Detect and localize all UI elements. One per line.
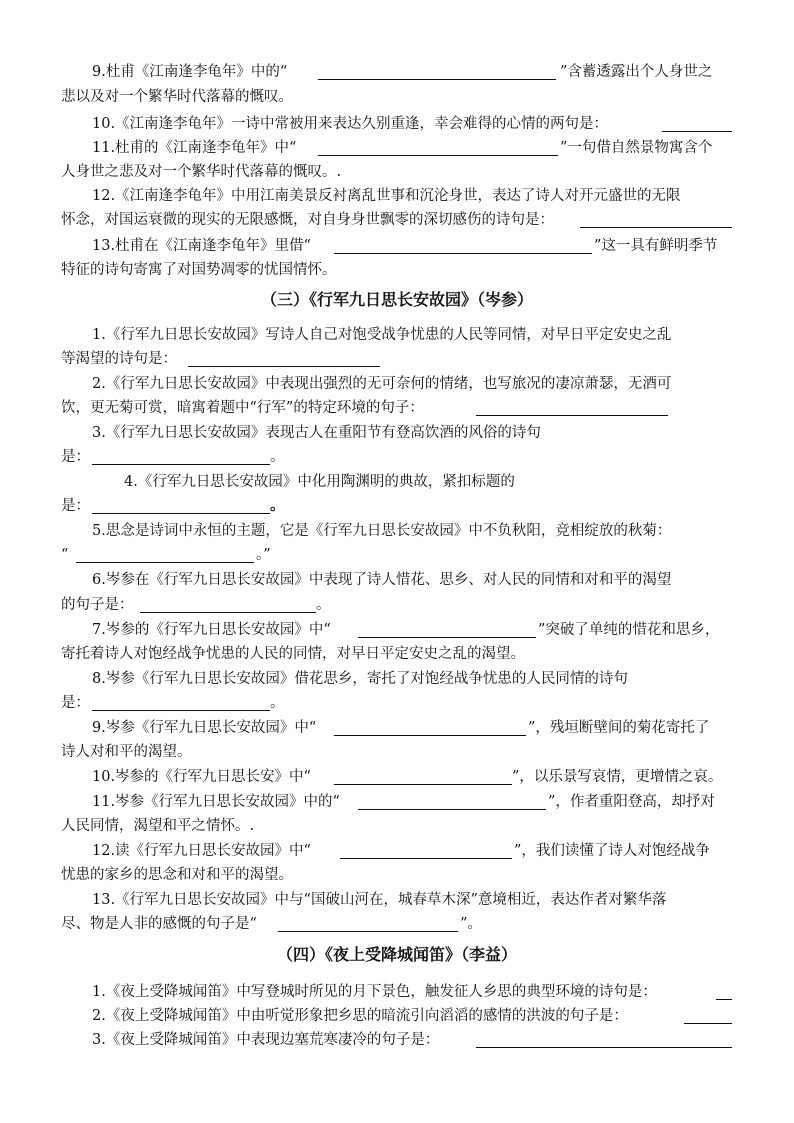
question-text: ”，以乐景写哀情，更增情之哀。	[512, 769, 723, 785]
answer-blank[interactable]	[476, 1032, 732, 1048]
question-2-11	[0, 136, 794, 160]
question-4-3	[0, 1028, 794, 1052]
question-3-8	[0, 667, 794, 691]
question-text: 13.杜甫在《江南逢李龟年》里借“	[92, 238, 311, 254]
answer-blank[interactable]	[580, 212, 732, 228]
question-text: 怀念，对国运衰微的现实的无限感慨，对自身身世飘零的深切感伤的诗句是：	[61, 212, 554, 228]
question-text: 3.《行军九日思长安故园》表现古人在重阳节有登高饮酒的风俗的诗句	[92, 425, 541, 441]
question-text: 寄托着诗人对饱经战争忧患的人民的同情，对早日平定安史之乱的渴望。	[61, 646, 525, 662]
answer-blank[interactable]	[334, 769, 512, 785]
question-3-3	[0, 421, 794, 445]
question-text: 12.读《行军九日思长安故园》中“	[92, 843, 311, 859]
question-3-10	[0, 765, 794, 789]
question-2-10	[0, 112, 794, 136]
question-2-13-cont	[0, 258, 794, 282]
question-text: 。	[270, 695, 285, 711]
question-text: 11.岑参《行军九日思长安故园》中的“	[92, 794, 340, 810]
question-text: 9.岑参《行军九日思长安故园》中“	[92, 720, 317, 736]
answer-blank[interactable]	[476, 400, 668, 416]
question-text: 人身世之悲及对一个繁华时代落幕的慨叹。.	[61, 164, 342, 180]
answer-blank[interactable]	[318, 64, 556, 80]
question-text: 。	[270, 449, 285, 465]
question-3-12-cont	[0, 863, 794, 887]
answer-blank[interactable]	[92, 498, 270, 514]
answer-blank[interactable]	[340, 843, 512, 859]
section-4-heading: （四）《夜上受降城闻笛》（李益）	[276, 945, 517, 964]
question-text: 。”	[256, 547, 271, 563]
question-3-5-cont	[0, 543, 794, 567]
question-text: 2.《行军九日思长安故园》中表现出强烈的无可奈何的情绪，也写旅况的凄凉萧瑟，无酒可	[92, 376, 672, 392]
question-3-4	[0, 470, 794, 494]
question-3-7	[0, 618, 794, 642]
question-3-11	[0, 790, 794, 814]
question-3-7-cont	[0, 642, 794, 666]
question-text: 1.《行军九日思长安故园》写诗人自己对饱受战争忧患的人民等同情，对早日平定安史之乱	[92, 327, 672, 343]
question-text: 诗人对和平的渴望。	[61, 744, 192, 760]
question-text: 10.岑参的《行军九日思长安》中“	[92, 769, 311, 785]
answer-blank[interactable]	[140, 597, 316, 613]
question-text: 悲以及对一个繁华时代落幕的慨叹。	[61, 89, 293, 105]
answer-blank[interactable]	[318, 140, 558, 156]
question-text: 。	[270, 497, 285, 514]
question-text: 是：	[61, 695, 90, 711]
answer-blank[interactable]	[358, 622, 536, 638]
answer-blank[interactable]	[334, 238, 592, 254]
question-2-9-cont	[0, 85, 794, 109]
question-2-12-cont	[0, 208, 794, 232]
question-text: 5.思念是诗词中永恒的主题，它是《行军九日思长安故园》中不负秋阳，竞相绽放的秋菊：	[92, 523, 672, 539]
question-2-9	[0, 60, 794, 84]
answer-blank[interactable]	[76, 547, 254, 563]
question-text: 13.《行军九日思长安故园》中与“国破山河在，城春草木深”意境相近，表达作者对繁华落	[92, 892, 667, 908]
question-text: ”，我们读懂了诗人对饱经战争	[514, 843, 710, 859]
answer-blank[interactable]	[188, 351, 380, 367]
question-text: ”一句借自然景物寓含个	[560, 140, 713, 156]
question-text: 1.《夜上受降城闻笛》中写登城时所见的月下景色，触发征人乡思的典型环境的诗句是：	[92, 984, 657, 1000]
question-3-8-cont	[0, 691, 794, 715]
question-text: “	[61, 547, 69, 563]
answer-blank[interactable]	[92, 695, 270, 711]
question-3-5	[0, 519, 794, 543]
answer-blank[interactable]	[92, 449, 270, 465]
answer-blank[interactable]	[334, 720, 526, 736]
question-3-9	[0, 716, 794, 740]
question-text: 7.岑参的《行军九日思长安故园》中“	[92, 622, 331, 638]
question-3-13	[0, 888, 794, 912]
question-3-1	[0, 323, 794, 347]
question-text: 忧患的家乡的思念和对和平的渴望。	[61, 867, 293, 883]
question-text: ”突破了单纯的惜花和思乡，	[538, 622, 720, 638]
question-text: 11.杜甫的《江南逢李龟年》中“	[92, 140, 297, 156]
question-3-2-cont	[0, 396, 794, 420]
question-text: 的句子是：	[61, 597, 134, 613]
answer-blank[interactable]	[684, 1008, 732, 1024]
question-text: 10.《江南逢李龟年》一诗中常被用来表达久别重逢，幸会难得的心情的两句是：	[92, 116, 609, 132]
answer-blank[interactable]	[358, 794, 546, 810]
answer-blank[interactable]	[716, 984, 732, 1000]
question-3-4-cont	[0, 494, 794, 518]
question-4-2	[0, 1004, 794, 1028]
question-3-11-cont	[0, 814, 794, 838]
question-3-12	[0, 839, 794, 863]
question-text: 4.《行军九日思长安故园》中化用陶渊明的典故，紧扣标题的	[124, 474, 515, 490]
question-3-13-cont	[0, 912, 794, 936]
question-text: ”这一具有鲜明季节	[594, 238, 718, 254]
question-3-6-cont	[0, 593, 794, 617]
question-text: 特征的诗句寄寓了对国势凋零的忧国情怀。	[61, 262, 337, 278]
question-3-9-cont	[0, 740, 794, 764]
question-text: 是：	[61, 498, 90, 514]
question-text: 。	[316, 597, 331, 613]
question-4-1	[0, 980, 794, 1004]
question-2-11-cont	[0, 160, 794, 184]
question-text: ”。	[460, 916, 482, 932]
question-text: 是：	[61, 449, 90, 465]
question-text: 8.岑参《行军九日思长安故园》借花思乡，寄托了对饱经战争忧患的人民同情的诗句	[92, 671, 628, 687]
section-3-heading: （三）《行军九日思长安故园》（岑参）	[260, 290, 533, 309]
answer-blank[interactable]	[278, 916, 458, 932]
question-3-6	[0, 568, 794, 592]
answer-blank[interactable]	[662, 116, 732, 132]
question-text: 饮，更无菊可赏，暗寓着题中“行军”的特定环境的句子：	[61, 400, 424, 416]
question-3-2	[0, 372, 794, 396]
question-text: ”含蓄透露出个人身世之	[560, 64, 713, 80]
question-text: 6.岑参在《行军九日思长安故园》中表现了诗人惜花、思乡、对人民的同情和对和平的渴望	[92, 572, 672, 588]
question-3-3-cont	[0, 445, 794, 469]
question-text: 人民同情，渴望和平之情怀。.	[61, 818, 255, 834]
question-3-1-cont	[0, 347, 794, 371]
question-text: ”，作者重阳登高，却抒对	[548, 794, 715, 810]
question-text: 9.杜甫《江南逢李龟年》中的“	[92, 64, 288, 80]
question-text: 尽、物是人非的感慨的句子是“	[61, 916, 257, 932]
question-2-13	[0, 234, 794, 258]
question-text: 3.《夜上受降城闻笛》中表现边塞荒寒凄冷的句子是：	[92, 1032, 440, 1048]
question-text: 等渴望的诗句是：	[61, 351, 177, 367]
question-text: 2.《夜上受降城闻笛》中由听觉形象把乡思的暗流引向滔滔的感情的洪波的句子是：	[92, 1008, 628, 1024]
question-2-12	[0, 184, 794, 208]
question-text: ”，残垣断壁间的菊花寄托了	[528, 720, 710, 736]
question-text: 12.《江南逢李龟年》中用江南美景反衬离乱世事和沉沦身世，表达了诗人对开元盛世的无限	[92, 188, 681, 204]
